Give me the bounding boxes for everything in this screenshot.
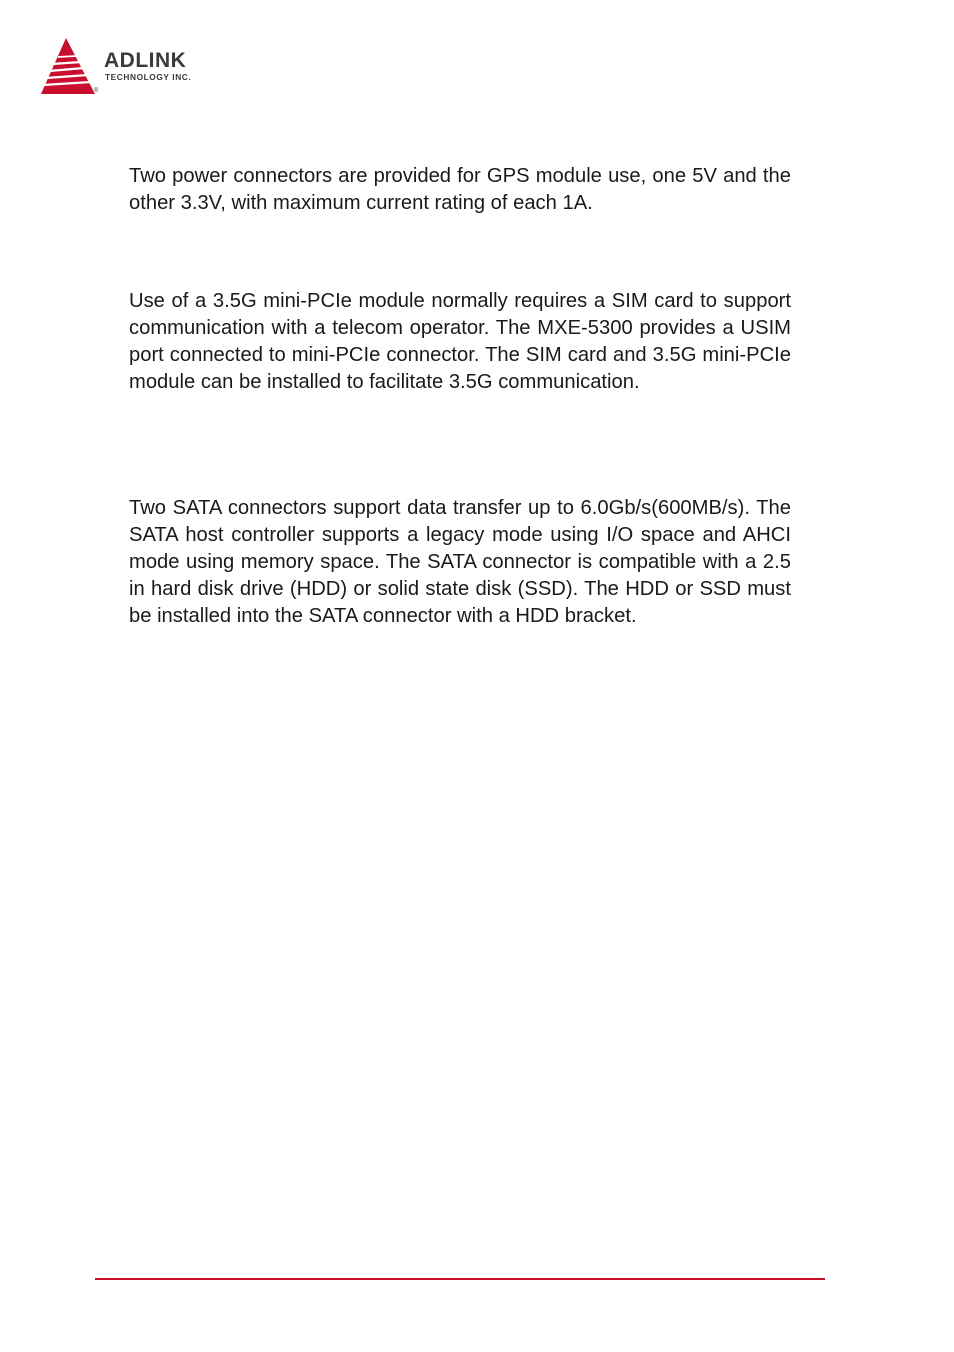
logo-subtitle: TECHNOLOGY INC. — [105, 72, 192, 82]
adlink-logo — [38, 36, 238, 98]
logo-wordmark: ADLINK — [104, 49, 187, 72]
gps-power-paragraph: Two power connectors are provided for GPS module use, one 5V and the other 3.3V, with maximum current rating of each 1A. — [129, 165, 791, 214]
footer-divider — [95, 1278, 825, 1280]
registered-mark: ® — [94, 88, 99, 94]
adlink-triangle-icon — [38, 36, 100, 98]
sata-paragraph: Two SATA connectors support data transfer up to 6.0Gb/s(600MB/​s). The SATA host controller supports a legacy mode using I/O space and AHCI mode using memory space. The SATA connector is compatible with a 2.5 in hard disk drive (HDD) or solid state disk (SSD). The HDD or SSD must be installed into the SATA connector with a HDD bracket. — [129, 497, 791, 627]
usim-paragraph: Use of a 3.5G mini-PCIe module normally requires a SIM card to support communication with a telecom operator. The MXE-5300 provides a USIM port connected to mini-PCIe connector. The SIM card and 3.5G mini-PCIe module can be installed to facilitate 3.5G communication. — [129, 290, 791, 393]
